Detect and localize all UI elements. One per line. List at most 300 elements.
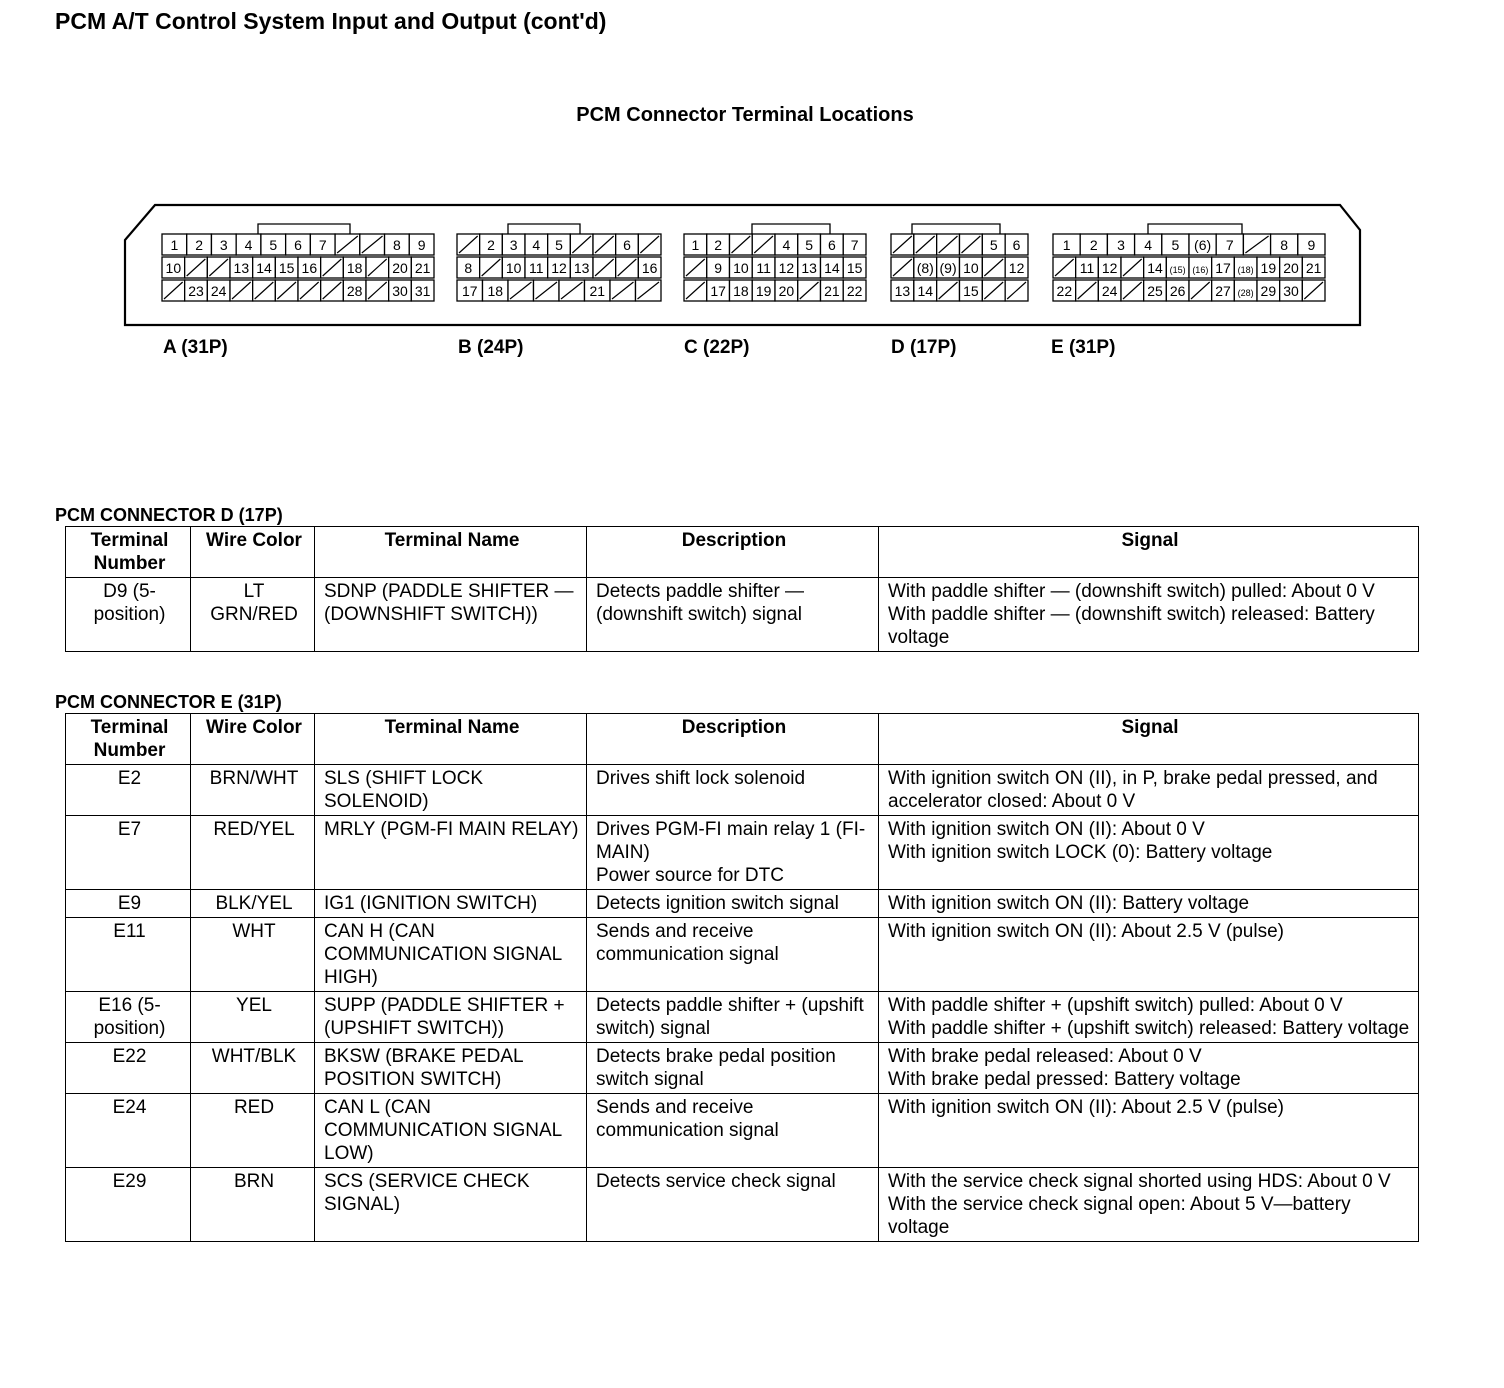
cell-terminal-number: E7 — [66, 816, 191, 890]
terminal-cell — [480, 257, 503, 278]
terminal-number: 13 — [233, 260, 250, 276]
terminal-cell — [1166, 257, 1189, 278]
terminal-number: 1 — [691, 237, 700, 253]
terminal-number: 22 — [846, 283, 863, 299]
terminal-cell — [275, 257, 298, 278]
terminal-cell — [480, 234, 503, 255]
terminal-cell — [937, 257, 960, 278]
terminal-cell — [684, 257, 707, 278]
terminal-cell — [1144, 280, 1167, 301]
terminal-number: (8) — [916, 260, 934, 276]
cell-terminal-name: CAN H (CAN COMMUNICATION SIGNAL HIGH) — [315, 918, 587, 992]
cell-terminal-name: SCS (SERVICE CHECK SIGNAL) — [315, 1168, 587, 1242]
terminal-cell — [914, 234, 937, 255]
cell-terminal-number: E29 — [66, 1168, 191, 1242]
cell-signal: With paddle shifter + (upshift switch) pulled: About 0 V With paddle shifter + (upshift switch) released: Battery voltage — [879, 992, 1419, 1043]
terminal-cell — [752, 280, 775, 301]
terminal-cell — [1144, 257, 1167, 278]
terminal-cell — [360, 234, 385, 255]
terminal-number: 5 — [555, 237, 563, 253]
terminal-number: 17 — [710, 283, 726, 299]
terminal-cell — [937, 280, 960, 301]
terminal-cell — [1189, 234, 1216, 255]
latch-bracket — [1148, 224, 1242, 234]
col-terminal-number: Terminal Number — [66, 527, 191, 578]
terminal-cell — [286, 234, 311, 255]
cell-signal: With the service check signal shorted using HDS: About 0 V With the service check signal open: About 5 V—battery voltage — [879, 1168, 1419, 1242]
terminal-number: (18) — [1237, 265, 1254, 275]
terminal-number: 27 — [1215, 283, 1231, 299]
terminal-number: 17 — [461, 283, 478, 299]
col-description: Description — [587, 527, 879, 578]
terminal-cell — [1216, 234, 1243, 255]
connector-label: D (17P) — [891, 337, 957, 358]
terminal-number: 9 — [417, 237, 426, 253]
terminal-number: 7 — [1225, 237, 1234, 253]
terminal-cell — [636, 280, 662, 301]
table-row — [66, 890, 1419, 918]
terminal-cell — [1162, 234, 1189, 255]
terminal-cell — [1257, 280, 1280, 301]
terminal-cell — [775, 234, 798, 255]
terminal-number: 2 — [1089, 237, 1098, 253]
terminal-number: 12 — [778, 260, 795, 276]
terminal-number: 21 — [589, 283, 606, 299]
terminal-cell — [593, 234, 616, 255]
terminal-number: 21 — [824, 283, 840, 299]
terminal-cell — [253, 257, 276, 278]
terminal-cell — [707, 257, 730, 278]
terminal-number: 4 — [532, 237, 541, 253]
terminal-cell — [502, 234, 525, 255]
terminal-number: 12 — [1101, 260, 1118, 276]
cell-description: Sends and receive communication signal — [587, 1094, 879, 1168]
terminal-cell — [1076, 280, 1099, 301]
terminal-cell — [1302, 280, 1325, 301]
terminal-number: 15 — [846, 260, 863, 276]
terminal-number: 13 — [573, 260, 590, 276]
cell-terminal-name: SLS (SHIFT LOCK SOLENOID) — [315, 765, 587, 816]
cell-terminal-name: SDNP (PADDLE SHIFTER — (DOWNSHIFT SWITCH)) — [315, 578, 587, 652]
terminal-cell — [891, 280, 914, 301]
terminal-cell — [843, 280, 866, 301]
terminal-number: 28 — [346, 283, 363, 299]
terminal-cell — [230, 257, 253, 278]
terminal-cell — [1053, 257, 1076, 278]
terminal-cell — [1098, 257, 1121, 278]
table-row — [66, 816, 1419, 890]
terminal-cell — [1076, 257, 1099, 278]
terminal-number: 14 — [256, 260, 272, 276]
terminal-cell — [1234, 257, 1257, 278]
table-row — [66, 1043, 1419, 1094]
cell-terminal-number: E22 — [66, 1043, 191, 1094]
cell-wire-color: RED — [191, 1094, 315, 1168]
terminal-cell — [525, 257, 548, 278]
connector-label: C (22P) — [684, 337, 750, 358]
terminal-cell — [616, 234, 639, 255]
terminal-number: 20 — [778, 283, 795, 299]
terminal-cell — [275, 280, 298, 301]
connector-d-table — [65, 526, 1419, 652]
terminal-cell — [775, 280, 798, 301]
cell-terminal-number: E11 — [66, 918, 191, 992]
terminal-number: 5 — [989, 237, 998, 253]
terminal-cell — [211, 234, 236, 255]
terminal-number: (16) — [1192, 265, 1209, 275]
cell-terminal-name: MRLY (PGM-FI MAIN RELAY) — [315, 816, 587, 890]
terminal-cell — [457, 234, 480, 255]
terminal-number: 8 — [464, 260, 473, 276]
terminal-cell — [483, 280, 509, 301]
terminal-cell — [1107, 234, 1134, 255]
terminal-cell — [891, 257, 914, 278]
terminal-number: 13 — [801, 260, 817, 276]
terminal-cell — [1053, 280, 1076, 301]
cell-wire-color: BLK/YEL — [191, 890, 315, 918]
terminal-number: 7 — [850, 237, 859, 253]
connector-label: A (31P) — [163, 337, 228, 358]
col-wire-color: Wire Color — [191, 527, 315, 578]
cell-description: Drives PGM-FI main relay 1 (FI-MAIN) Power source for DTC — [587, 816, 879, 890]
terminal-number: 15 — [278, 260, 295, 276]
terminal-number: 20 — [1283, 260, 1299, 276]
cell-terminal-number: E24 — [66, 1094, 191, 1168]
terminal-cell — [1234, 280, 1257, 301]
terminal-number: (6) — [1194, 237, 1212, 253]
connector-e-caption: PCM CONNECTOR E (31P) — [55, 692, 282, 712]
terminal-cell — [638, 234, 661, 255]
terminal-cell — [1212, 257, 1235, 278]
terminal-cell — [730, 257, 753, 278]
latch-bracket — [912, 224, 1000, 234]
terminal-number: 24 — [1101, 283, 1118, 299]
terminal-cell — [411, 257, 434, 278]
cell-wire-color: RED/YEL — [191, 816, 315, 890]
terminal-cell — [187, 234, 212, 255]
terminal-number: 10 — [733, 260, 749, 276]
terminal-cell — [914, 280, 937, 301]
cell-signal: With paddle shifter — (downshift switch) pulled: About 0 V With paddle shifter — (downshift switch) released: Battery voltage — [879, 578, 1419, 652]
terminal-number: 2 — [195, 237, 203, 253]
terminal-cell — [207, 257, 230, 278]
terminal-number: 31 — [414, 283, 431, 299]
terminal-cell — [616, 257, 639, 278]
cell-wire-color: LT GRN/RED — [191, 578, 315, 652]
terminal-number: 9 — [1307, 237, 1316, 253]
cell-signal: With ignition switch ON (II), in P, brake pedal pressed, and accelerator closed: About 0 V — [879, 765, 1419, 816]
table-row — [66, 1168, 1419, 1242]
terminal-number: 14 — [1147, 260, 1163, 276]
terminal-number: (9) — [939, 260, 957, 276]
terminal-cell — [508, 280, 534, 301]
terminal-number: 8 — [393, 237, 401, 253]
terminal-number: 15 — [963, 283, 979, 299]
terminal-cell — [1080, 234, 1107, 255]
terminal-cell — [343, 257, 366, 278]
terminal-cell — [843, 234, 866, 255]
terminal-cell — [982, 280, 1005, 301]
terminal-cell — [775, 257, 798, 278]
terminal-number: 24 — [210, 283, 227, 299]
terminal-number: 16 — [301, 260, 318, 276]
terminal-number: 5 — [1171, 237, 1180, 253]
table-row — [66, 1094, 1419, 1168]
terminal-cell — [253, 280, 276, 301]
cell-signal: With brake pedal released: About 0 V With brake pedal pressed: Battery voltage — [879, 1043, 1419, 1094]
col-terminal-name: Terminal Name — [315, 714, 587, 765]
connector-d-caption: PCM CONNECTOR D (17P) — [55, 505, 283, 525]
terminal-cell — [585, 280, 611, 301]
terminal-cell — [1189, 257, 1212, 278]
terminal-cell — [610, 280, 636, 301]
terminal-cell — [409, 234, 434, 255]
terminal-cell — [457, 280, 483, 301]
cell-terminal-name: IG1 (IGNITION SWITCH) — [315, 890, 587, 918]
terminal-cell — [457, 257, 480, 278]
cell-terminal-name: SUPP (PADDLE SHIFTER + (UPSHIFT SWITCH)) — [315, 992, 587, 1043]
terminal-number: 4 — [1144, 237, 1153, 253]
connector-a — [162, 224, 434, 358]
terminal-number: 5 — [805, 237, 814, 253]
terminal-cell — [821, 280, 844, 301]
connector-b — [457, 224, 661, 358]
terminal-cell — [1243, 234, 1270, 255]
terminal-cell — [548, 234, 571, 255]
terminal-number: 2 — [487, 237, 495, 253]
terminal-number: 6 — [294, 237, 302, 253]
terminal-number: 20 — [392, 260, 408, 276]
terminal-number: 21 — [1305, 260, 1322, 276]
terminal-number: 23 — [188, 283, 204, 299]
terminal-cell — [1212, 280, 1235, 301]
terminal-cell — [593, 257, 616, 278]
terminal-cell — [162, 234, 187, 255]
cell-signal: With ignition switch ON (II): Battery voltage — [879, 890, 1419, 918]
terminal-cell — [982, 257, 1005, 278]
terminal-cell — [1005, 257, 1028, 278]
terminal-cell — [548, 257, 571, 278]
terminal-number: 25 — [1147, 283, 1163, 299]
terminal-cell — [730, 280, 753, 301]
terminal-cell — [1166, 280, 1189, 301]
cell-description: Detects paddle shifter — (downshift switch) signal — [587, 578, 879, 652]
terminal-cell — [335, 234, 360, 255]
terminal-number: 19 — [1260, 260, 1277, 276]
terminal-number: 16 — [641, 260, 658, 276]
terminal-cell — [298, 280, 321, 301]
terminal-cell — [570, 257, 593, 278]
terminal-cell — [1280, 280, 1303, 301]
terminal-cell — [821, 257, 844, 278]
cell-description: Detects service check signal — [587, 1168, 879, 1242]
terminal-cell — [1302, 257, 1325, 278]
terminal-number: 7 — [318, 237, 327, 253]
table-header-row — [66, 714, 1419, 765]
terminal-number: 21 — [414, 260, 431, 276]
terminal-cell — [1189, 280, 1212, 301]
terminal-cell — [366, 280, 389, 301]
terminal-number: 3 — [219, 237, 228, 253]
connector-c — [684, 224, 866, 358]
col-terminal-name: Terminal Name — [315, 527, 587, 578]
col-signal: Signal — [879, 714, 1419, 765]
terminal-cell — [534, 280, 560, 301]
terminal-cell — [502, 257, 525, 278]
terminal-number: 6 — [1012, 237, 1021, 253]
terminal-cell — [230, 280, 253, 301]
terminal-number: 30 — [392, 283, 408, 299]
cell-description: Detects paddle shifter + (upshift switch) signal — [587, 992, 879, 1043]
terminal-number: 30 — [1283, 283, 1299, 299]
terminal-number: 19 — [755, 283, 772, 299]
terminal-number: 3 — [509, 237, 518, 253]
terminal-cell — [321, 257, 344, 278]
connector-label: B (24P) — [458, 337, 524, 358]
terminal-cell — [185, 280, 208, 301]
terminal-cell — [1280, 257, 1303, 278]
terminal-cell — [321, 280, 344, 301]
col-terminal-number: Terminal Number — [66, 714, 191, 765]
terminal-cell — [914, 257, 937, 278]
terminal-number: 12 — [1008, 260, 1025, 276]
terminal-number: 17 — [1215, 260, 1231, 276]
connector-e — [1051, 224, 1325, 358]
terminal-number: 22 — [1056, 283, 1073, 299]
col-description: Description — [587, 714, 879, 765]
terminal-number: 12 — [551, 260, 567, 276]
terminal-number: 29 — [1260, 283, 1277, 299]
terminal-number: 8 — [1280, 237, 1289, 253]
cell-wire-color: YEL — [191, 992, 315, 1043]
terminal-cell — [1257, 257, 1280, 278]
terminal-cell — [798, 257, 821, 278]
terminal-cell — [798, 280, 821, 301]
table-row — [66, 765, 1419, 816]
terminal-cell — [684, 234, 707, 255]
cell-description: Sends and receive communication signal — [587, 918, 879, 992]
terminal-number: 10 — [165, 260, 182, 276]
terminal-cell — [1121, 257, 1144, 278]
terminal-cell — [162, 257, 185, 278]
terminal-cell — [366, 257, 389, 278]
terminal-number: 6 — [623, 237, 631, 253]
cell-wire-color: WHT — [191, 918, 315, 992]
terminal-number: 14 — [824, 260, 840, 276]
terminal-number: 26 — [1169, 283, 1186, 299]
terminal-cell — [960, 257, 983, 278]
terminal-cell — [1053, 234, 1080, 255]
terminal-cell — [343, 280, 366, 301]
terminal-cell — [843, 257, 866, 278]
col-signal: Signal — [879, 527, 1419, 578]
terminal-cell — [185, 257, 208, 278]
terminal-cell — [821, 234, 844, 255]
cell-description: Detects ignition switch signal — [587, 890, 879, 918]
page-title: PCM A/T Control System Input and Output (cont'd) — [55, 8, 607, 34]
terminal-cell — [261, 234, 286, 255]
terminal-number: 1 — [170, 237, 179, 253]
terminal-cell — [385, 234, 410, 255]
connector-d — [891, 224, 1028, 358]
terminal-number: (28) — [1237, 288, 1254, 298]
table-row — [66, 992, 1419, 1043]
terminal-number: 6 — [827, 237, 836, 253]
terminal-cell — [1298, 234, 1325, 255]
terminal-cell — [1121, 280, 1144, 301]
terminal-cell — [1005, 280, 1028, 301]
terminal-number: 11 — [756, 260, 771, 276]
col-wire-color: Wire Color — [191, 714, 315, 765]
terminal-number: (15) — [1169, 265, 1186, 275]
terminal-cell — [162, 280, 185, 301]
diagram-title: PCM Connector Terminal Locations — [576, 104, 914, 126]
cell-terminal-number: E2 — [66, 765, 191, 816]
connector-e-table — [65, 713, 1419, 1242]
table-header-row — [66, 527, 1419, 578]
terminal-number: 4 — [782, 237, 791, 253]
terminal-cell — [298, 257, 321, 278]
terminal-cell — [207, 280, 230, 301]
connector-label: E (31P) — [1051, 337, 1116, 358]
cell-wire-color: BRN — [191, 1168, 315, 1242]
terminal-cell — [730, 234, 753, 255]
latch-bracket — [508, 224, 580, 234]
terminal-number: 18 — [346, 260, 363, 276]
cell-terminal-number: E16 (5-position) — [66, 992, 191, 1043]
terminal-number: 10 — [505, 260, 522, 276]
terminal-cell — [389, 257, 412, 278]
terminal-cell — [982, 234, 1005, 255]
terminal-cell — [559, 280, 585, 301]
terminal-number: 11 — [529, 260, 544, 276]
terminal-number: 11 — [1079, 260, 1095, 276]
terminal-cell — [960, 280, 983, 301]
terminal-cell — [638, 257, 661, 278]
cell-wire-color: WHT/BLK — [191, 1043, 315, 1094]
terminal-number: 13 — [894, 283, 911, 299]
cell-terminal-name: BKSW (BRAKE PEDAL POSITION SWITCH) — [315, 1043, 587, 1094]
latch-bracket — [752, 224, 830, 234]
cell-description: Detects brake pedal position switch signal — [587, 1043, 879, 1094]
terminal-cell — [707, 234, 730, 255]
cell-signal: With ignition switch ON (II): About 2.5 V (pulse) — [879, 918, 1419, 992]
terminal-cell — [236, 234, 261, 255]
cell-terminal-number: D9 (5-position) — [66, 578, 191, 652]
terminal-number: 10 — [963, 260, 979, 276]
cell-wire-color: BRN/WHT — [191, 765, 315, 816]
cell-signal: With ignition switch ON (II): About 0 V With ignition switch LOCK (0): Battery voltage — [879, 816, 1419, 890]
terminal-number: 14 — [917, 283, 934, 299]
terminal-cell — [1135, 234, 1162, 255]
terminal-number: 5 — [269, 237, 278, 253]
terminal-number: 4 — [244, 237, 253, 253]
terminal-cell — [570, 234, 593, 255]
terminal-cell — [891, 234, 914, 255]
terminal-cell — [1005, 234, 1028, 255]
terminal-cell — [707, 280, 730, 301]
terminal-cell — [752, 234, 775, 255]
latch-bracket — [258, 224, 350, 234]
terminal-cell — [525, 234, 548, 255]
cell-terminal-number: E9 — [66, 890, 191, 918]
terminal-cell — [937, 234, 960, 255]
cell-signal: With ignition switch ON (II): About 2.5 V (pulse) — [879, 1094, 1419, 1168]
terminal-cell — [1098, 280, 1121, 301]
terminal-number: 1 — [1062, 237, 1071, 253]
terminal-number: 18 — [487, 283, 504, 299]
cell-terminal-name: CAN L (CAN COMMUNICATION SIGNAL LOW) — [315, 1094, 587, 1168]
